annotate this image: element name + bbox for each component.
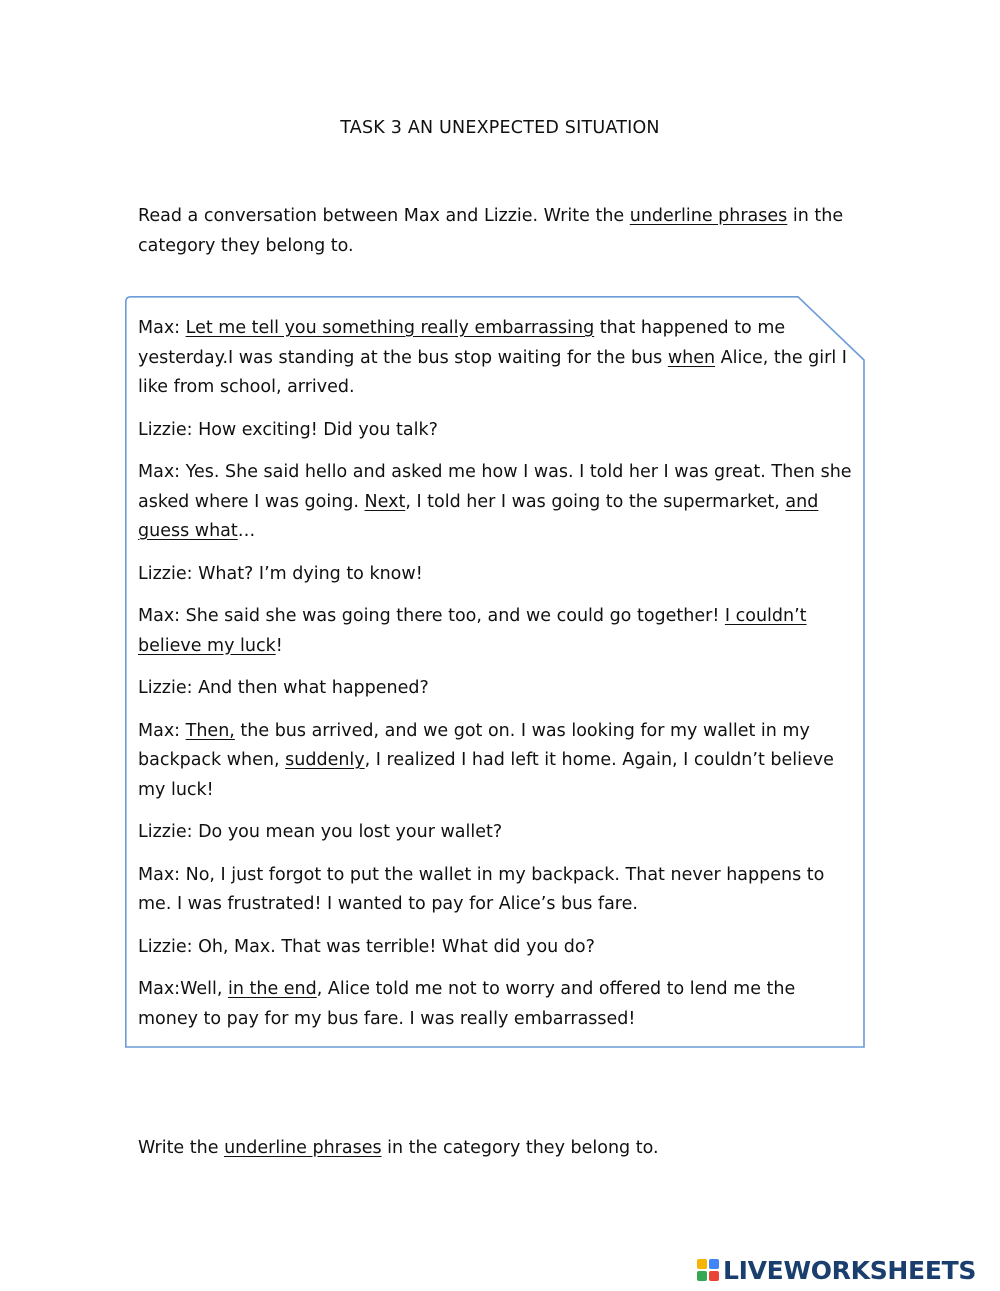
dialogue-text-segment: that happened to me yesterday.I was standing at the bus stop waiting for the bus — [138, 318, 786, 368]
logo-square — [697, 1271, 707, 1281]
logo-text: LIVEWORKSHEETS — [723, 1255, 977, 1285]
dialogue-line — [138, 674, 860, 704]
dialogue-line — [138, 416, 860, 446]
logo-square — [709, 1271, 719, 1281]
underlined-phrase: Then, — [185, 720, 235, 741]
dialogue-text-segment: , Alice told me not to worry and offered to lend me the money to pay for my bus fare. I was really embarrassed! — [138, 979, 796, 1029]
dialogue-line — [138, 602, 860, 661]
underlined-phrase: when — [667, 347, 716, 368]
dialogue-box — [125, 296, 865, 1048]
dialogue-line — [138, 717, 860, 806]
dialogue-line — [138, 458, 860, 547]
dialogue-line — [138, 861, 860, 920]
page-title: TASK 3 AN UNEXPECTED SITUATION — [340, 118, 660, 138]
bottom-underlined: underline phrases — [224, 1138, 382, 1158]
underlined-phrase: Let me tell you something really embarrassing — [185, 318, 595, 338]
underlined-phrase: and guess what — [138, 491, 819, 541]
dialogue-text-segment: Max: Yes. She said hello and asked me how I was. I told her I was great. Then she asked where I was going. — [138, 462, 852, 512]
bottom-text-after: in the category they belong to. — [381, 1138, 659, 1158]
bottom-text-before: Write the — [138, 1138, 225, 1158]
dialogue-text-segment: … — [237, 521, 256, 541]
dialogue-text-segment: ! — [275, 635, 283, 656]
dialogue-text-segment: Max: She said she was going there too, and we could go together! — [138, 606, 725, 626]
dialogue-text-segment: Max: No, I just forgot to put the wallet in my backpack. That never happens to me. I was frustrated! I wanted to pay for Alice’s bus fare. — [138, 864, 825, 914]
dialogue-text-segment: the bus arrived, and we got on. I was looking for my wallet in my backpack when, — [138, 720, 810, 770]
instructions-text-before: Read a conversation between Max and Lizzie. Write the — [138, 206, 630, 226]
underlined-phrase: I couldn’t believe my luck — [138, 606, 807, 656]
dialogue-line — [138, 933, 860, 963]
logo-square — [697, 1259, 707, 1269]
underlined-phrase: in the end — [227, 979, 317, 999]
dialogue-text-segment: Lizzie: Do you mean you lost your wallet? — [138, 822, 503, 842]
instructions-text-after: in the category they belong to. — [138, 206, 844, 256]
dialogue-text-segment: , I told her I was going to the supermarket, — [405, 491, 786, 512]
dialogue-text-segment: Lizzie: Oh, Max. That was terrible! What did you do? — [138, 936, 595, 957]
dialogue-text-segment: Lizzie: How exciting! Did you talk? — [138, 419, 438, 440]
dialogue-text-segment: Max:Well, — [138, 979, 228, 999]
dialogue-line — [138, 975, 860, 1034]
dialogue-line — [138, 560, 860, 590]
underlined-phrase: Next — [364, 491, 406, 512]
dialogue-text-segment: Max: — [138, 318, 186, 338]
dialogue-text-segment: Alice, the girl I like from school, arrived. — [138, 347, 847, 397]
bottom-instructions — [138, 1133, 659, 1163]
instructions — [138, 201, 858, 261]
dialogue-line — [138, 314, 860, 403]
instructions-underlined: underline phrases — [629, 206, 788, 226]
underlined-phrase: suddenly — [285, 750, 365, 770]
dialogue-text — [138, 314, 860, 1047]
dialogue-text-segment: , I realized I had left it home. Again, I couldn’t believe my luck! — [138, 750, 834, 800]
dialogue-text-segment: Max: — [138, 720, 186, 741]
liveworksheets-logo — [697, 1255, 976, 1285]
dialogue-line — [138, 818, 860, 848]
dialogue-text-segment: Lizzie: What? I’m dying to know! — [138, 563, 423, 584]
dialogue-text-segment: Lizzie: And then what happened? — [138, 678, 429, 698]
logo-mark-icon — [697, 1259, 719, 1281]
logo-square — [709, 1259, 719, 1269]
